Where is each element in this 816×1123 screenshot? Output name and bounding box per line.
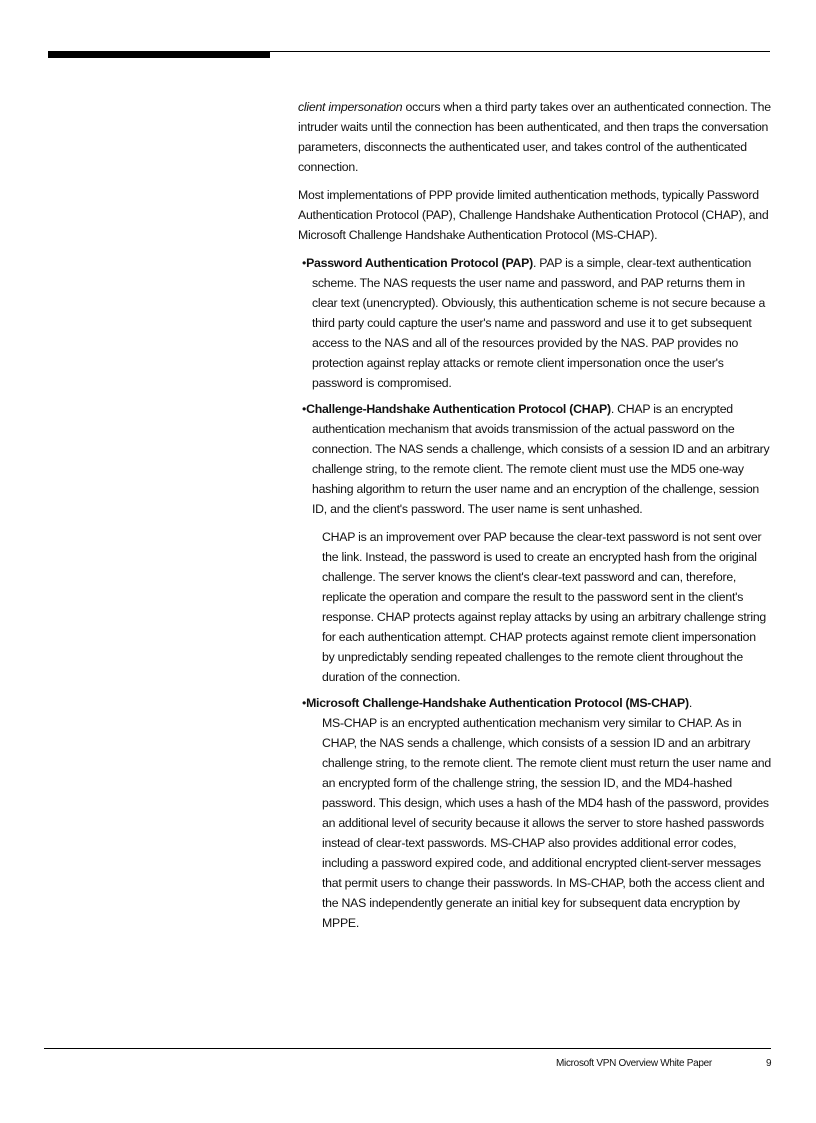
intro-term: client impersonation <box>298 100 403 114</box>
bullet-pap-title: Password Authentication Protocol (PAP) <box>306 256 533 270</box>
bullet-mschap-text: MS-CHAP is an encrypted authentication mechanism very similar to CHAP. As in CHAP, the NAS sends a challenge, which consists of a session ID and an arbitrary challenge string, to the remote client. The remote client must return the user name and an encrypted form of the challenge string, the session ID, and the MD4-hashed password. This design, which uses a hash of the MD4 hash of the password, provides an additional level of security because it allows the server to store hashed passwords instead of clear-text passwords. MS-CHAP also provides additional error codes, including a password expired code, and additional encrypted client-server messages that permit users to change their passwords. In MS-CHAP, both the access client and the NAS independently generate an initial key for subsequent data encryption by MPPE. <box>322 716 771 930</box>
bullet-mschap-title-suffix: . <box>688 696 693 710</box>
bullet-chap-title: Challenge-Handshake Authentication Protocol (CHAP) <box>306 402 611 416</box>
header-rule-thick <box>48 51 270 58</box>
bullet-marker: • <box>302 402 307 416</box>
bullet-pap <box>298 253 771 393</box>
bullet-mschap <box>298 693 771 933</box>
bullet-marker: • <box>302 256 307 270</box>
page-number: 9 <box>766 1058 772 1069</box>
overview-paragraph: Most implementations of PPP provide limited authentication methods, typically Password Authentication Protocol (PAP), Challenge Handshake Authentication Protocol (CHAP), and Microsoft Challenge Handshake Authentication Protocol (MS-CHAP). <box>298 188 769 242</box>
bullet-chap-followup: CHAP is an improvement over PAP because the clear-text password is not sent over the link. Instead, the password is used to create an encrypted hash from the original challenge. The server knows the client's clear-text password and can, therefore, replicate the operation and compare the result to the password sent in the client's response. CHAP protects against replay attacks by using an arbitrary challenge string for each authentication attempt. CHAP protects against remote client impersonation by unpredictably sending repeated challenges to the remote client throughout the duration of the connection. <box>322 530 766 684</box>
bullet-pap-head <box>298 253 771 393</box>
bullet-chap-head <box>298 399 771 519</box>
footer-rule <box>44 1048 771 1049</box>
footer-title: Microsoft VPN Overview White Paper <box>556 1058 712 1069</box>
intro-paragraph <box>298 97 771 177</box>
bullet-mschap-title: Microsoft Challenge-Handshake Authentication Protocol (MS-CHAP) <box>306 696 689 710</box>
bullet-chap-text: . CHAP is an encrypted authentication mechanism that avoids transmission of the actual password on the connection. The NAS sends a challenge, which consists of a session ID and an arbitrary challenge string, to the remote client. The remote client must use the MD5 one-way hashing algorithm to return the user name and an encryption of the challenge, session ID, and the client's password. The user name is sent unhashed. <box>312 402 770 516</box>
bullet-pap-text: . PAP is a simple, clear-text authentication scheme. The NAS requests the user name and password, and PAP returns them in clear text (unencrypted). Obviously, this authentication scheme is not secure because a third party could capture the user's name and password and use it to get subsequent access to the NAS and all of the resources provided by the NAS. PAP provides no protection against replay attacks or remote client impersonation once the user's password is compromised. <box>312 256 766 390</box>
header-rule-thin <box>270 51 770 52</box>
intro-text: occurs when a third party takes over an authenticated connection. The intruder waits until the connection has been authenticated, and then traps the conversation parameters, disconnects the authenticated user, and takes control of the authenticated connection. <box>298 100 771 174</box>
bullet-chap <box>298 399 771 687</box>
bullet-marker: • <box>302 696 307 710</box>
body-content <box>298 97 771 939</box>
bullet-mschap-head <box>298 693 771 713</box>
